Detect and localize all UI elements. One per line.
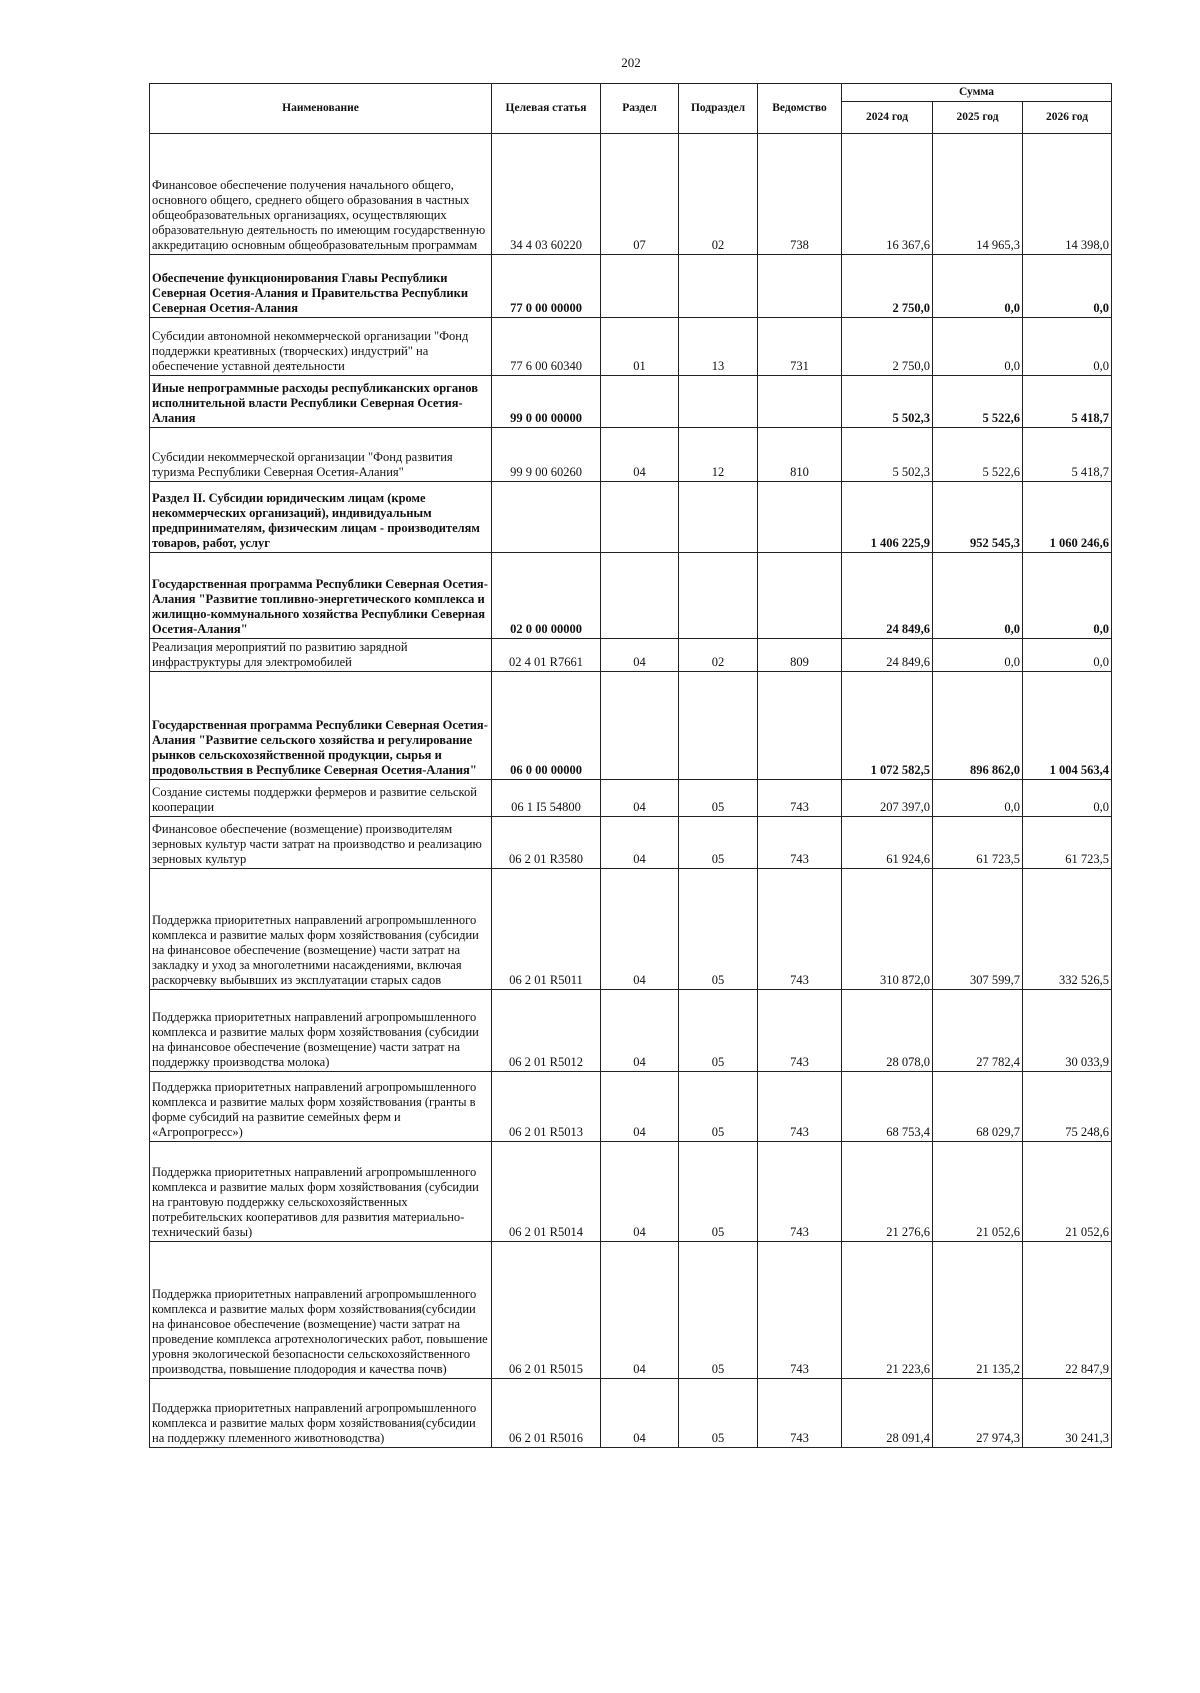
cell-target-article: 02 4 01 R7661 — [492, 639, 601, 672]
cell-target-article: 06 2 01 R3580 — [492, 817, 601, 869]
cell-subsection: 05 — [679, 1242, 758, 1379]
cell-target-article: 06 2 01 R5011 — [492, 869, 601, 990]
cell-section — [601, 482, 679, 553]
table-body — [150, 134, 1112, 1448]
cell-department: 743 — [758, 817, 842, 869]
header-target-article: Целевая статья — [492, 84, 601, 134]
cell-target-article: 06 2 01 R5015 — [492, 1242, 601, 1379]
cell-amount-2026: 75 248,6 — [1023, 1072, 1112, 1142]
cell-amount-2025: 61 723,5 — [933, 817, 1023, 869]
cell-amount-2025: 0,0 — [933, 780, 1023, 817]
cell-department — [758, 553, 842, 639]
cell-target-article: 77 0 00 00000 — [492, 255, 601, 318]
cell-amount-2025: 952 545,3 — [933, 482, 1023, 553]
cell-subsection: 05 — [679, 1379, 758, 1448]
cell-department — [758, 482, 842, 553]
cell-name: Субсидии некоммерческой организации "Фонд развития туризма Республики Северная Осетия-Алания" — [150, 428, 492, 482]
cell-section: 04 — [601, 1242, 679, 1379]
cell-amount-2025: 307 599,7 — [933, 869, 1023, 990]
header-sum: Сумма — [842, 84, 1112, 102]
cell-amount-2024: 68 753,4 — [842, 1072, 933, 1142]
cell-target-article: 77 6 00 60340 — [492, 318, 601, 376]
cell-subsection: 05 — [679, 990, 758, 1072]
cell-amount-2026: 0,0 — [1023, 255, 1112, 318]
cell-target-article — [492, 482, 601, 553]
header-section: Раздел — [601, 84, 679, 134]
cell-amount-2026: 5 418,7 — [1023, 428, 1112, 482]
cell-name: Иные непрограммные расходы республиканских органов исполнительной власти Республики Северная Осетия-Алания — [150, 376, 492, 428]
cell-department: 743 — [758, 1242, 842, 1379]
cell-target-article: 06 2 01 R5016 — [492, 1379, 601, 1448]
cell-name: Создание системы поддержки фермеров и развитие сельской кооперации — [150, 780, 492, 817]
table-row — [150, 869, 1112, 990]
table-row — [150, 1379, 1112, 1448]
cell-department: 743 — [758, 1142, 842, 1242]
cell-amount-2024: 207 397,0 — [842, 780, 933, 817]
table-row — [150, 990, 1112, 1072]
cell-section — [601, 255, 679, 318]
table-row — [150, 1072, 1112, 1142]
cell-section: 04 — [601, 1072, 679, 1142]
cell-amount-2026: 21 052,6 — [1023, 1142, 1112, 1242]
cell-amount-2026: 1 060 246,6 — [1023, 482, 1112, 553]
cell-amount-2026: 1 004 563,4 — [1023, 672, 1112, 780]
cell-amount-2025: 0,0 — [933, 318, 1023, 376]
cell-section: 04 — [601, 1142, 679, 1242]
cell-amount-2026: 0,0 — [1023, 553, 1112, 639]
cell-subsection — [679, 672, 758, 780]
cell-subsection — [679, 553, 758, 639]
cell-amount-2024: 2 750,0 — [842, 255, 933, 318]
cell-amount-2025: 21 135,2 — [933, 1242, 1023, 1379]
cell-amount-2025: 0,0 — [933, 553, 1023, 639]
cell-name: Поддержка приоритетных направлений агропромышленного комплекса и развитие малых форм хозяйствования (субсидии на финансовое обеспечение (возмещение) части затрат на поддержку производства молока) — [150, 990, 492, 1072]
cell-amount-2026: 0,0 — [1023, 318, 1112, 376]
cell-amount-2026: 14 398,0 — [1023, 134, 1112, 255]
cell-amount-2024: 28 091,4 — [842, 1379, 933, 1448]
table-row — [150, 553, 1112, 639]
cell-name: Государственная программа Республики Северная Осетия-Алания "Развитие топливно-энергетического комплекса и жилищно-коммунального хозяйства Республики Северная Осетия-Алания" — [150, 553, 492, 639]
cell-subsection: 05 — [679, 1142, 758, 1242]
cell-subsection: 12 — [679, 428, 758, 482]
cell-amount-2026: 61 723,5 — [1023, 817, 1112, 869]
cell-subsection: 05 — [679, 817, 758, 869]
table-row — [150, 255, 1112, 318]
cell-amount-2024: 1 406 225,9 — [842, 482, 933, 553]
cell-name: Поддержка приоритетных направлений агропромышленного комплекса и развитие малых форм хозяйствования (субсидии на грантовую поддержку сельскохозяйственных потребительских кооперативов для развития материально-технический базы) — [150, 1142, 492, 1242]
cell-amount-2026: 30 033,9 — [1023, 990, 1112, 1072]
table-row — [150, 376, 1112, 428]
cell-amount-2025: 14 965,3 — [933, 134, 1023, 255]
cell-department: 731 — [758, 318, 842, 376]
table-row — [150, 1142, 1112, 1242]
table-row — [150, 672, 1112, 780]
cell-target-article: 06 2 01 R5012 — [492, 990, 601, 1072]
cell-target-article: 06 1 I5 54800 — [492, 780, 601, 817]
cell-amount-2025: 21 052,6 — [933, 1142, 1023, 1242]
cell-amount-2024: 24 849,6 — [842, 553, 933, 639]
cell-section: 04 — [601, 639, 679, 672]
cell-target-article: 06 2 01 R5013 — [492, 1072, 601, 1142]
header-department: Ведомство — [758, 84, 842, 134]
table-row — [150, 428, 1112, 482]
cell-amount-2026: 332 526,5 — [1023, 869, 1112, 990]
cell-department: 743 — [758, 1072, 842, 1142]
cell-department — [758, 376, 842, 428]
cell-section: 04 — [601, 780, 679, 817]
cell-department: 809 — [758, 639, 842, 672]
cell-name: Поддержка приоритетных направлений агропромышленного комплекса и развитие малых форм хозяйствования(субсидии на поддержку племенного животноводства) — [150, 1379, 492, 1448]
cell-section — [601, 672, 679, 780]
cell-amount-2025: 68 029,7 — [933, 1072, 1023, 1142]
cell-amount-2024: 21 276,6 — [842, 1142, 933, 1242]
table-row — [150, 482, 1112, 553]
cell-subsection: 05 — [679, 780, 758, 817]
cell-section: 04 — [601, 990, 679, 1072]
cell-amount-2025: 0,0 — [933, 639, 1023, 672]
cell-section: 04 — [601, 869, 679, 990]
header-year-2024: 2024 год — [842, 102, 933, 134]
cell-name: Субсидии автономной некоммерческой организации "Фонд поддержки креативных (творческих) индустрий" на обеспечение уставной деятельности — [150, 318, 492, 376]
header-year-2025: 2025 год — [933, 102, 1023, 134]
cell-name: Реализация мероприятий по развитию зарядной инфраструктуры для электромобилей — [150, 639, 492, 672]
cell-amount-2026: 0,0 — [1023, 639, 1112, 672]
cell-amount-2025: 27 782,4 — [933, 990, 1023, 1072]
cell-name: Поддержка приоритетных направлений агропромышленного комплекса и развитие малых форм хозяйствования (субсидии на финансовое обеспечение (возмещение) части затрат на закладку и уход за многолетними насаждениями, включая раскорчевку выбывших из эксплуатации старых садов — [150, 869, 492, 990]
table-row — [150, 318, 1112, 376]
cell-amount-2024: 16 367,6 — [842, 134, 933, 255]
cell-target-article: 99 0 00 00000 — [492, 376, 601, 428]
table-row — [150, 780, 1112, 817]
cell-amount-2026: 22 847,9 — [1023, 1242, 1112, 1379]
cell-target-article: 02 0 00 00000 — [492, 553, 601, 639]
cell-section — [601, 553, 679, 639]
cell-department — [758, 672, 842, 780]
cell-department — [758, 255, 842, 318]
cell-amount-2025: 5 522,6 — [933, 376, 1023, 428]
cell-amount-2026: 30 241,3 — [1023, 1379, 1112, 1448]
cell-amount-2024: 24 849,6 — [842, 639, 933, 672]
cell-department: 743 — [758, 1379, 842, 1448]
cell-name: Поддержка приоритетных направлений агропромышленного комплекса и развитие малых форм хозяйствования(субсидии на финансовое обеспечение (возмещение) части затрат на проведение комплекса агротехнологических работ, повышение уровня экологической безопасности сельскохозяйственного производства, повышение плодородия и качества почв) — [150, 1242, 492, 1379]
cell-subsection — [679, 482, 758, 553]
table-row — [150, 817, 1112, 869]
table-row — [150, 639, 1112, 672]
cell-section: 04 — [601, 817, 679, 869]
cell-amount-2024: 5 502,3 — [842, 428, 933, 482]
cell-subsection: 05 — [679, 1072, 758, 1142]
cell-name: Поддержка приоритетных направлений агропромышленного комплекса и развитие малых форм хозяйствования (гранты в форме субсидий на развитие семейных ферм и «Агропрогресс») — [150, 1072, 492, 1142]
cell-subsection: 02 — [679, 134, 758, 255]
cell-name: Финансовое обеспечение получения начального общего, основного общего, среднего общего образования в частных общеобразовательных организациях, осуществляющих образовательную деятельность по имеющим государственную аккредитацию основным общеобразовательным программам — [150, 134, 492, 255]
cell-target-article: 06 0 00 00000 — [492, 672, 601, 780]
cell-amount-2025: 5 522,6 — [933, 428, 1023, 482]
cell-section: 04 — [601, 428, 679, 482]
cell-department: 743 — [758, 780, 842, 817]
header-name: Наименование — [150, 84, 492, 134]
cell-name: Финансовое обеспечение (возмещение) производителям зерновых культур части затрат на производство и реализацию зерновых культур — [150, 817, 492, 869]
budget-table — [149, 83, 1112, 1448]
cell-amount-2024: 2 750,0 — [842, 318, 933, 376]
cell-amount-2025: 27 974,3 — [933, 1379, 1023, 1448]
header-year-2026: 2026 год — [1023, 102, 1112, 134]
cell-target-article: 06 2 01 R5014 — [492, 1142, 601, 1242]
cell-amount-2024: 61 924,6 — [842, 817, 933, 869]
cell-amount-2024: 21 223,6 — [842, 1242, 933, 1379]
cell-amount-2026: 0,0 — [1023, 780, 1112, 817]
cell-subsection: 05 — [679, 869, 758, 990]
cell-amount-2024: 1 072 582,5 — [842, 672, 933, 780]
cell-name: Государственная программа Республики Северная Осетия-Алания "Развитие сельского хозяйства и регулирование рынков сельскохозяйственной продукции, сырья и продовольствия в Республике Северная Осетия-Алания" — [150, 672, 492, 780]
cell-department: 743 — [758, 869, 842, 990]
cell-section — [601, 376, 679, 428]
cell-name: Обеспечение функционирования Главы Республики Северная Осетия-Алания и Правительства Республики Северная Осетия-Алания — [150, 255, 492, 318]
cell-amount-2024: 5 502,3 — [842, 376, 933, 428]
cell-name: Раздел II. Субсидии юридическим лицам (кроме некоммерческих организаций), индивидуальным предпринимателям, физическим лицам - производителям товаров, работ, услуг — [150, 482, 492, 553]
cell-amount-2024: 310 872,0 — [842, 869, 933, 990]
cell-department: 743 — [758, 990, 842, 1072]
cell-amount-2025: 0,0 — [933, 255, 1023, 318]
cell-amount-2024: 28 078,0 — [842, 990, 933, 1072]
header-subsection: Подраздел — [679, 84, 758, 134]
cell-subsection: 02 — [679, 639, 758, 672]
cell-section: 04 — [601, 1379, 679, 1448]
cell-subsection — [679, 376, 758, 428]
cell-amount-2025: 896 862,0 — [933, 672, 1023, 780]
cell-section: 01 — [601, 318, 679, 376]
cell-target-article: 99 9 00 60260 — [492, 428, 601, 482]
cell-department: 738 — [758, 134, 842, 255]
cell-department: 810 — [758, 428, 842, 482]
page-number: 202 — [621, 55, 641, 70]
cell-subsection: 13 — [679, 318, 758, 376]
table-row — [150, 134, 1112, 255]
table-row — [150, 1242, 1112, 1379]
cell-amount-2026: 5 418,7 — [1023, 376, 1112, 428]
cell-target-article: 34 4 03 60220 — [492, 134, 601, 255]
cell-subsection — [679, 255, 758, 318]
cell-section: 07 — [601, 134, 679, 255]
